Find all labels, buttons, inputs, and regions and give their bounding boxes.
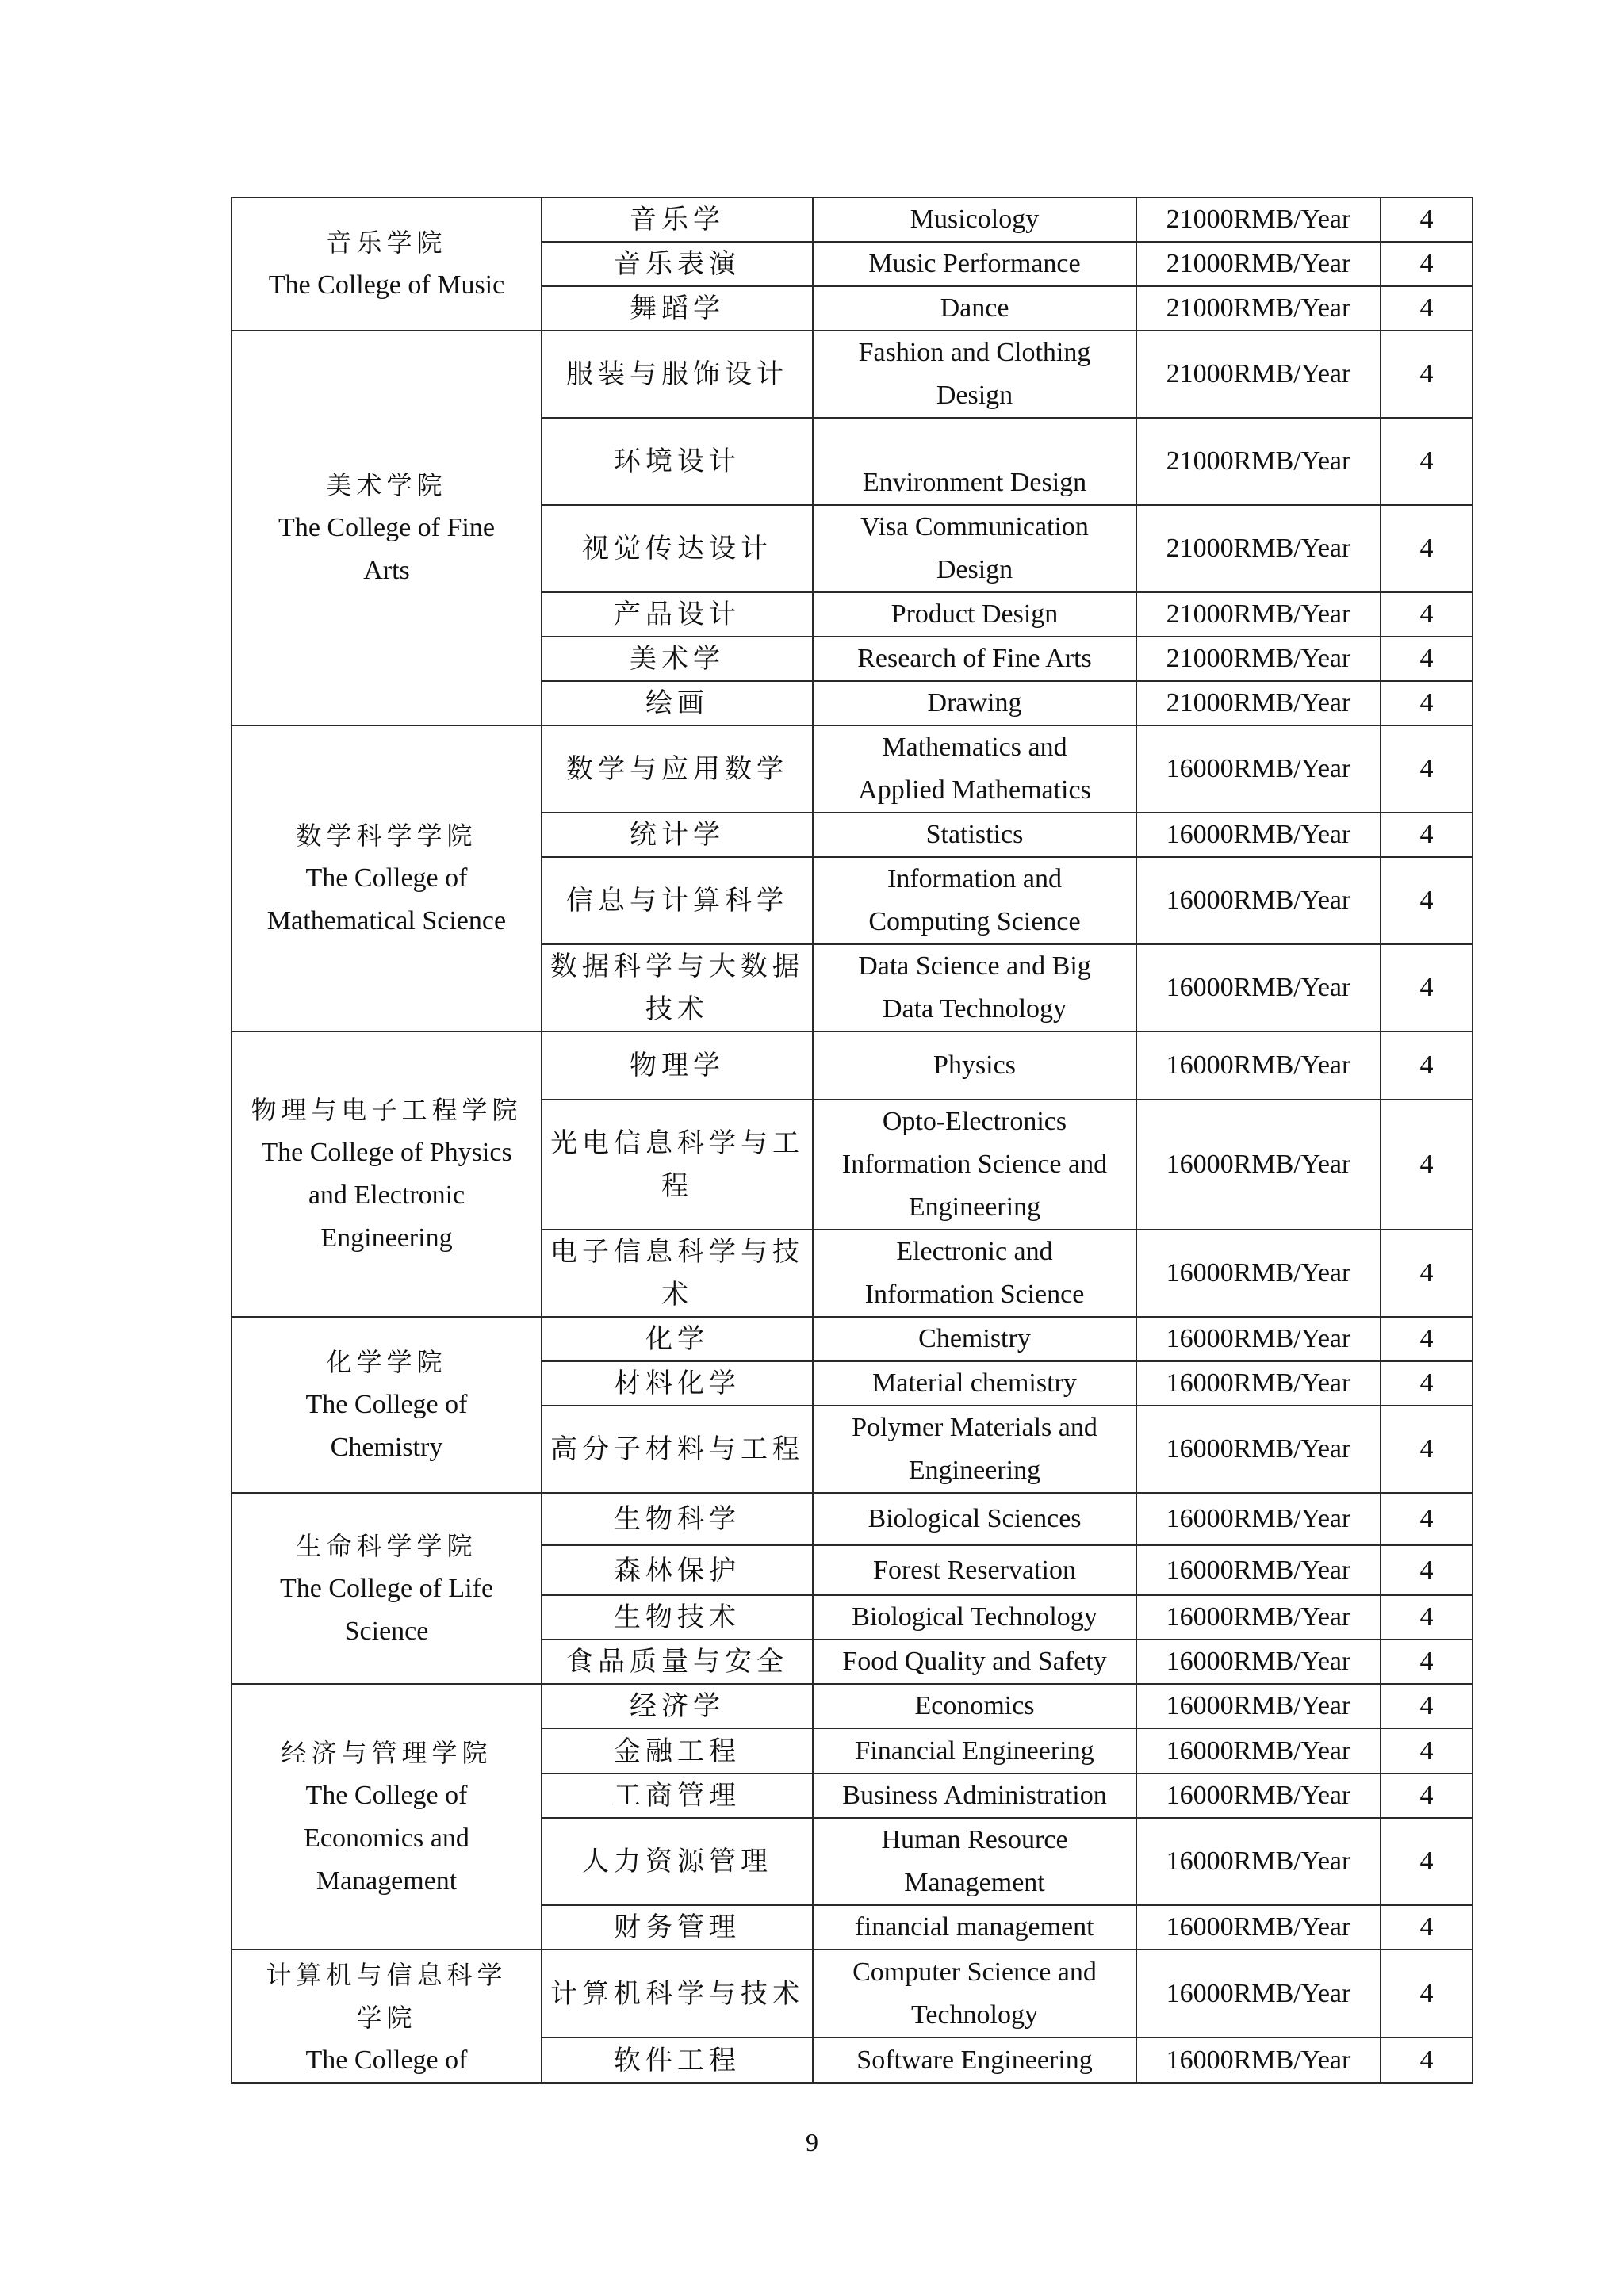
college-name-cn: 物理与电子工程学院 xyxy=(251,1095,523,1125)
duration-years: 4 xyxy=(1381,1317,1473,1361)
tuition-fee: 21000RMB/Year xyxy=(1136,418,1381,505)
college-name-en: The College of Chemistry xyxy=(305,1390,468,1462)
major-name-cn: 经济学 xyxy=(542,1684,813,1728)
college-cell xyxy=(232,1317,542,1493)
major-name-cn: 环境设计 xyxy=(542,418,813,505)
major-name-en: Business Administration xyxy=(813,1774,1136,1818)
table-row xyxy=(232,1031,1473,1100)
college-name-en: The College of Economics and Management xyxy=(304,1780,469,1896)
college-name-en: The College of Mathematical Science xyxy=(266,863,507,936)
tuition-fee: 16000RMB/Year xyxy=(1136,1905,1381,1950)
major-name-cn: 服装与服饰设计 xyxy=(542,331,813,418)
college-name-cn: 音乐学院 xyxy=(326,228,447,258)
duration-years: 4 xyxy=(1381,197,1473,242)
duration-years: 4 xyxy=(1381,1230,1473,1317)
major-name-en: Software Engineering xyxy=(813,2038,1136,2083)
major-name-cn: 信息与计算科学 xyxy=(542,857,813,944)
major-name-cn: 工商管理 xyxy=(542,1774,813,1818)
major-name-en: Mathematics and Applied Mathematics xyxy=(813,725,1136,813)
duration-years: 4 xyxy=(1381,1640,1473,1684)
tuition-fee: 16000RMB/Year xyxy=(1136,1545,1381,1595)
tuition-fee: 16000RMB/Year xyxy=(1136,1031,1381,1100)
duration-years: 4 xyxy=(1381,1774,1473,1818)
major-name-cn: 音乐学 xyxy=(542,197,813,242)
major-name-en: Product Design xyxy=(813,592,1136,637)
duration-years: 4 xyxy=(1381,1031,1473,1100)
major-name-en: Human Resource Management xyxy=(813,1818,1136,1905)
major-name-cn: 统计学 xyxy=(542,813,813,857)
college-cell xyxy=(232,1031,542,1317)
college-name-cn: 计算机与信息科学 学院 xyxy=(266,1960,508,2033)
major-name-cn: 化学 xyxy=(542,1317,813,1361)
tuition-fee: 21000RMB/Year xyxy=(1136,331,1381,418)
major-name-cn: 生物科学 xyxy=(542,1493,813,1545)
duration-years: 4 xyxy=(1381,1406,1473,1493)
college-name-cn: 经济与管理学院 xyxy=(281,1737,492,1768)
duration-years: 4 xyxy=(1381,813,1473,857)
tuition-fee: 16000RMB/Year xyxy=(1136,725,1381,813)
page-number: 9 xyxy=(806,2128,818,2156)
tuition-fee: 16000RMB/Year xyxy=(1136,1818,1381,1905)
tuition-fee: 16000RMB/Year xyxy=(1136,1950,1381,2038)
major-name-en: financial management xyxy=(813,1905,1136,1950)
college-cell xyxy=(232,197,542,331)
major-name-en: Electronic and Information Science xyxy=(813,1230,1136,1317)
major-name-en: Material chemistry xyxy=(813,1361,1136,1406)
tuition-fee: 21000RMB/Year xyxy=(1136,592,1381,637)
duration-years: 4 xyxy=(1381,1493,1473,1545)
major-name-en: Environment Design xyxy=(813,418,1136,505)
duration-years: 4 xyxy=(1381,505,1473,592)
tuition-fee: 16000RMB/Year xyxy=(1136,1774,1381,1818)
tuition-fee: 21000RMB/Year xyxy=(1136,681,1381,725)
major-name-cn: 产品设计 xyxy=(542,592,813,637)
college-name-en: The College of Fine Arts xyxy=(278,513,495,585)
college-name-cn: 数学科学学院 xyxy=(296,821,477,851)
college-cell xyxy=(232,1684,542,1950)
majors-table xyxy=(231,197,1473,2084)
tuition-fee: 21000RMB/Year xyxy=(1136,197,1381,242)
tuition-fee: 16000RMB/Year xyxy=(1136,813,1381,857)
major-name-en: Drawing xyxy=(813,681,1136,725)
major-name-en: Opto-Electronics Information Science and Engineering xyxy=(813,1100,1136,1230)
major-name-en: Economics xyxy=(813,1684,1136,1728)
duration-years: 4 xyxy=(1381,857,1473,944)
major-name-en: Music Performance xyxy=(813,242,1136,286)
duration-years: 4 xyxy=(1381,681,1473,725)
major-name-cn: 音乐表演 xyxy=(542,242,813,286)
duration-years: 4 xyxy=(1381,331,1473,418)
college-name-cn: 化学学院 xyxy=(326,1347,447,1377)
duration-years: 4 xyxy=(1381,1684,1473,1728)
major-name-cn: 金融工程 xyxy=(542,1728,813,1774)
duration-years: 4 xyxy=(1381,1100,1473,1230)
major-name-en: Physics xyxy=(813,1031,1136,1100)
tuition-fee: 16000RMB/Year xyxy=(1136,1728,1381,1774)
major-name-en: Biological Technology xyxy=(813,1595,1136,1640)
major-name-cn: 软件工程 xyxy=(542,2038,813,2083)
major-name-en: Research of Fine Arts xyxy=(813,637,1136,681)
college-cell xyxy=(232,1950,542,2083)
college-name-en: The College of xyxy=(305,2045,468,2075)
major-name-cn: 生物技术 xyxy=(542,1595,813,1640)
major-name-cn: 食品质量与安全 xyxy=(542,1640,813,1684)
tuition-fee: 16000RMB/Year xyxy=(1136,1406,1381,1493)
duration-years: 4 xyxy=(1381,592,1473,637)
duration-years: 4 xyxy=(1381,1728,1473,1774)
duration-years: 4 xyxy=(1381,286,1473,331)
major-name-cn: 舞蹈学 xyxy=(542,286,813,331)
tuition-fee: 16000RMB/Year xyxy=(1136,857,1381,944)
table-row xyxy=(232,197,1473,242)
major-name-en: Financial Engineering xyxy=(813,1728,1136,1774)
major-name-en: Food Quality and Safety xyxy=(813,1640,1136,1684)
duration-years: 4 xyxy=(1381,944,1473,1031)
college-cell xyxy=(232,1493,542,1684)
tuition-fee: 16000RMB/Year xyxy=(1136,1230,1381,1317)
duration-years: 4 xyxy=(1381,418,1473,505)
duration-years: 4 xyxy=(1381,1595,1473,1640)
duration-years: 4 xyxy=(1381,725,1473,813)
major-name-cn: 绘画 xyxy=(542,681,813,725)
major-name-cn: 材料化学 xyxy=(542,1361,813,1406)
major-name-cn: 计算机科学与技术 xyxy=(542,1950,813,2038)
tuition-fee: 16000RMB/Year xyxy=(1136,1684,1381,1728)
major-name-en: Fashion and Clothing Design xyxy=(813,331,1136,418)
major-name-en: Biological Sciences xyxy=(813,1493,1136,1545)
major-name-en: Statistics xyxy=(813,813,1136,857)
major-name-en: Polymer Materials and Engineering xyxy=(813,1406,1136,1493)
tuition-fee: 16000RMB/Year xyxy=(1136,2038,1381,2083)
major-name-en: Forest Reservation xyxy=(813,1545,1136,1595)
major-name-cn: 财务管理 xyxy=(542,1905,813,1950)
tuition-fee: 16000RMB/Year xyxy=(1136,1317,1381,1361)
tuition-fee: 16000RMB/Year xyxy=(1136,944,1381,1031)
duration-years: 4 xyxy=(1381,1905,1473,1950)
major-name-cn: 人力资源管理 xyxy=(542,1818,813,1905)
college-cell xyxy=(232,725,542,1031)
duration-years: 4 xyxy=(1381,1950,1473,2038)
duration-years: 4 xyxy=(1381,242,1473,286)
tuition-fee: 21000RMB/Year xyxy=(1136,505,1381,592)
major-name-en: Visa Communication Design xyxy=(813,505,1136,592)
table-row xyxy=(232,1950,1473,2038)
majors-table-body xyxy=(232,197,1473,2083)
duration-years: 4 xyxy=(1381,2038,1473,2083)
duration-years: 4 xyxy=(1381,1818,1473,1905)
tuition-fee: 21000RMB/Year xyxy=(1136,286,1381,331)
major-name-en: Chemistry xyxy=(813,1317,1136,1361)
tuition-fee: 21000RMB/Year xyxy=(1136,637,1381,681)
major-name-en: Musicology xyxy=(813,197,1136,242)
major-name-cn: 高分子材料与工程 xyxy=(542,1406,813,1493)
duration-years: 4 xyxy=(1381,637,1473,681)
college-name-cn: 生命科学学院 xyxy=(296,1530,477,1561)
table-row xyxy=(232,725,1473,813)
major-name-cn: 森林保护 xyxy=(542,1545,813,1595)
major-name-cn: 美术学 xyxy=(542,637,813,681)
major-name-cn: 电子信息科学与技 术 xyxy=(542,1230,813,1317)
tuition-fee: 16000RMB/Year xyxy=(1136,1100,1381,1230)
tuition-fee: 21000RMB/Year xyxy=(1136,242,1381,286)
duration-years: 4 xyxy=(1381,1361,1473,1406)
major-name-cn: 物理学 xyxy=(542,1031,813,1100)
table-row xyxy=(232,331,1473,418)
college-name-cn: 美术学院 xyxy=(326,470,447,500)
major-name-cn: 数学与应用数学 xyxy=(542,725,813,813)
college-name-en: The College of Music xyxy=(268,270,505,300)
college-name-en: The College of Physics and Electronic Engineering xyxy=(261,1138,512,1253)
table-row xyxy=(232,1684,1473,1728)
major-name-en: Data Science and Big Data Technology xyxy=(813,944,1136,1031)
major-name-cn: 光电信息科学与工 程 xyxy=(542,1100,813,1230)
duration-years: 4 xyxy=(1381,1545,1473,1595)
tuition-fee: 16000RMB/Year xyxy=(1136,1361,1381,1406)
college-name-en: The College of Life Science xyxy=(279,1573,494,1646)
table-row xyxy=(232,1317,1473,1361)
table-row xyxy=(232,1493,1473,1545)
tuition-fee: 16000RMB/Year xyxy=(1136,1493,1381,1545)
tuition-fee: 16000RMB/Year xyxy=(1136,1595,1381,1640)
major-name-en: Information and Computing Science xyxy=(813,857,1136,944)
major-name-cn: 视觉传达设计 xyxy=(542,505,813,592)
major-name-cn: 数据科学与大数据 技术 xyxy=(542,944,813,1031)
major-name-en: Dance xyxy=(813,286,1136,331)
college-cell xyxy=(232,331,542,725)
major-name-en: Computer Science and Technology xyxy=(813,1950,1136,2038)
tuition-fee: 16000RMB/Year xyxy=(1136,1640,1381,1684)
